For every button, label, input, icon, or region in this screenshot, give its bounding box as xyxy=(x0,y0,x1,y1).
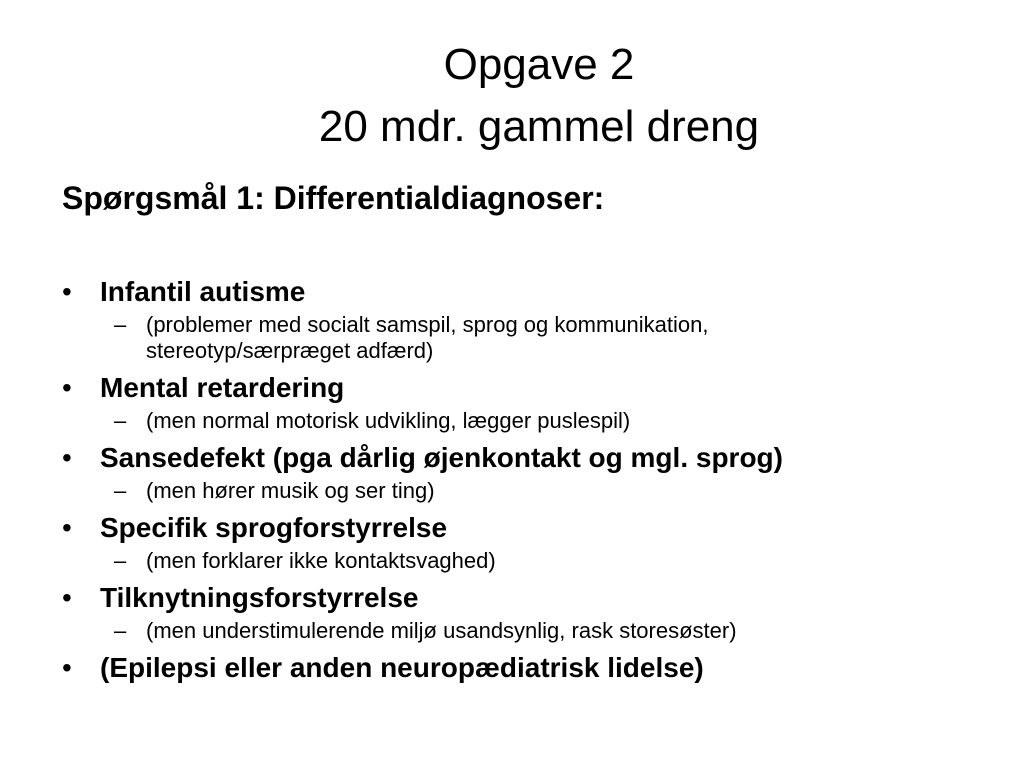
diagnosis-list xyxy=(62,272,962,688)
dash-icon: – xyxy=(114,618,127,643)
list-item-label: Sansedefekt (pga dårlig øjenkontakt og mgl. sprog) xyxy=(100,442,783,473)
bullet-icon: • xyxy=(62,582,72,613)
list-item-note xyxy=(100,312,962,364)
dash-icon: – xyxy=(114,408,127,433)
list-item-specifik-sprogforstyrrelse xyxy=(62,508,962,574)
bullet-icon: • xyxy=(62,652,72,683)
list-item-note-text: (men forklarer ikke kontaktsvaghed) xyxy=(146,548,496,573)
list-item-label: Specifik sprogforstyrrelse xyxy=(100,512,448,543)
slide-title-line-2: 20 mdr. gammel dreng xyxy=(318,102,760,151)
list-item-tilknytningsforstyrrelse xyxy=(62,578,962,644)
list-item-label: Infantil autisme xyxy=(100,276,306,307)
slide-title-line-1: Opgave 2 xyxy=(443,40,635,89)
list-item-note xyxy=(100,548,962,574)
dash-icon: – xyxy=(114,312,127,337)
list-item-note-text: (men hører musik og ser ting) xyxy=(146,478,435,503)
list-item-mental-retardering xyxy=(62,368,962,434)
bullet-icon: • xyxy=(62,442,72,473)
bullet-icon: • xyxy=(62,372,72,403)
list-item-note-text: (problemer med socialt samspil, sprog og kommunikation, stereotyp/særpræget adfærd) xyxy=(146,312,709,363)
bullet-icon: • xyxy=(62,512,72,543)
list-item-epilepsi xyxy=(62,648,962,688)
bullet-icon: • xyxy=(62,276,72,307)
list-item-note xyxy=(100,478,962,504)
list-item-label: (Epilepsi eller anden neuropædiatrisk lidelse) xyxy=(100,652,704,683)
dash-icon: – xyxy=(114,548,127,573)
list-item-note-text: (men understimulerende miljø usandsynlig, rask storesøster) xyxy=(146,618,737,643)
list-item-label: Mental retardering xyxy=(100,372,345,403)
list-item-note xyxy=(100,408,962,434)
list-item-note-text: (men normal motorisk udvikling, lægger puslespil) xyxy=(146,408,631,433)
list-item-label: Tilknytningsforstyrrelse xyxy=(100,582,419,613)
list-item-infantil-autisme xyxy=(62,272,962,364)
list-item-sansedefekt xyxy=(62,438,962,504)
list-item-note xyxy=(100,618,962,644)
dash-icon: – xyxy=(114,478,127,503)
question-heading: Spørgsmål 1: Differentialdiagnoser: xyxy=(62,180,605,216)
